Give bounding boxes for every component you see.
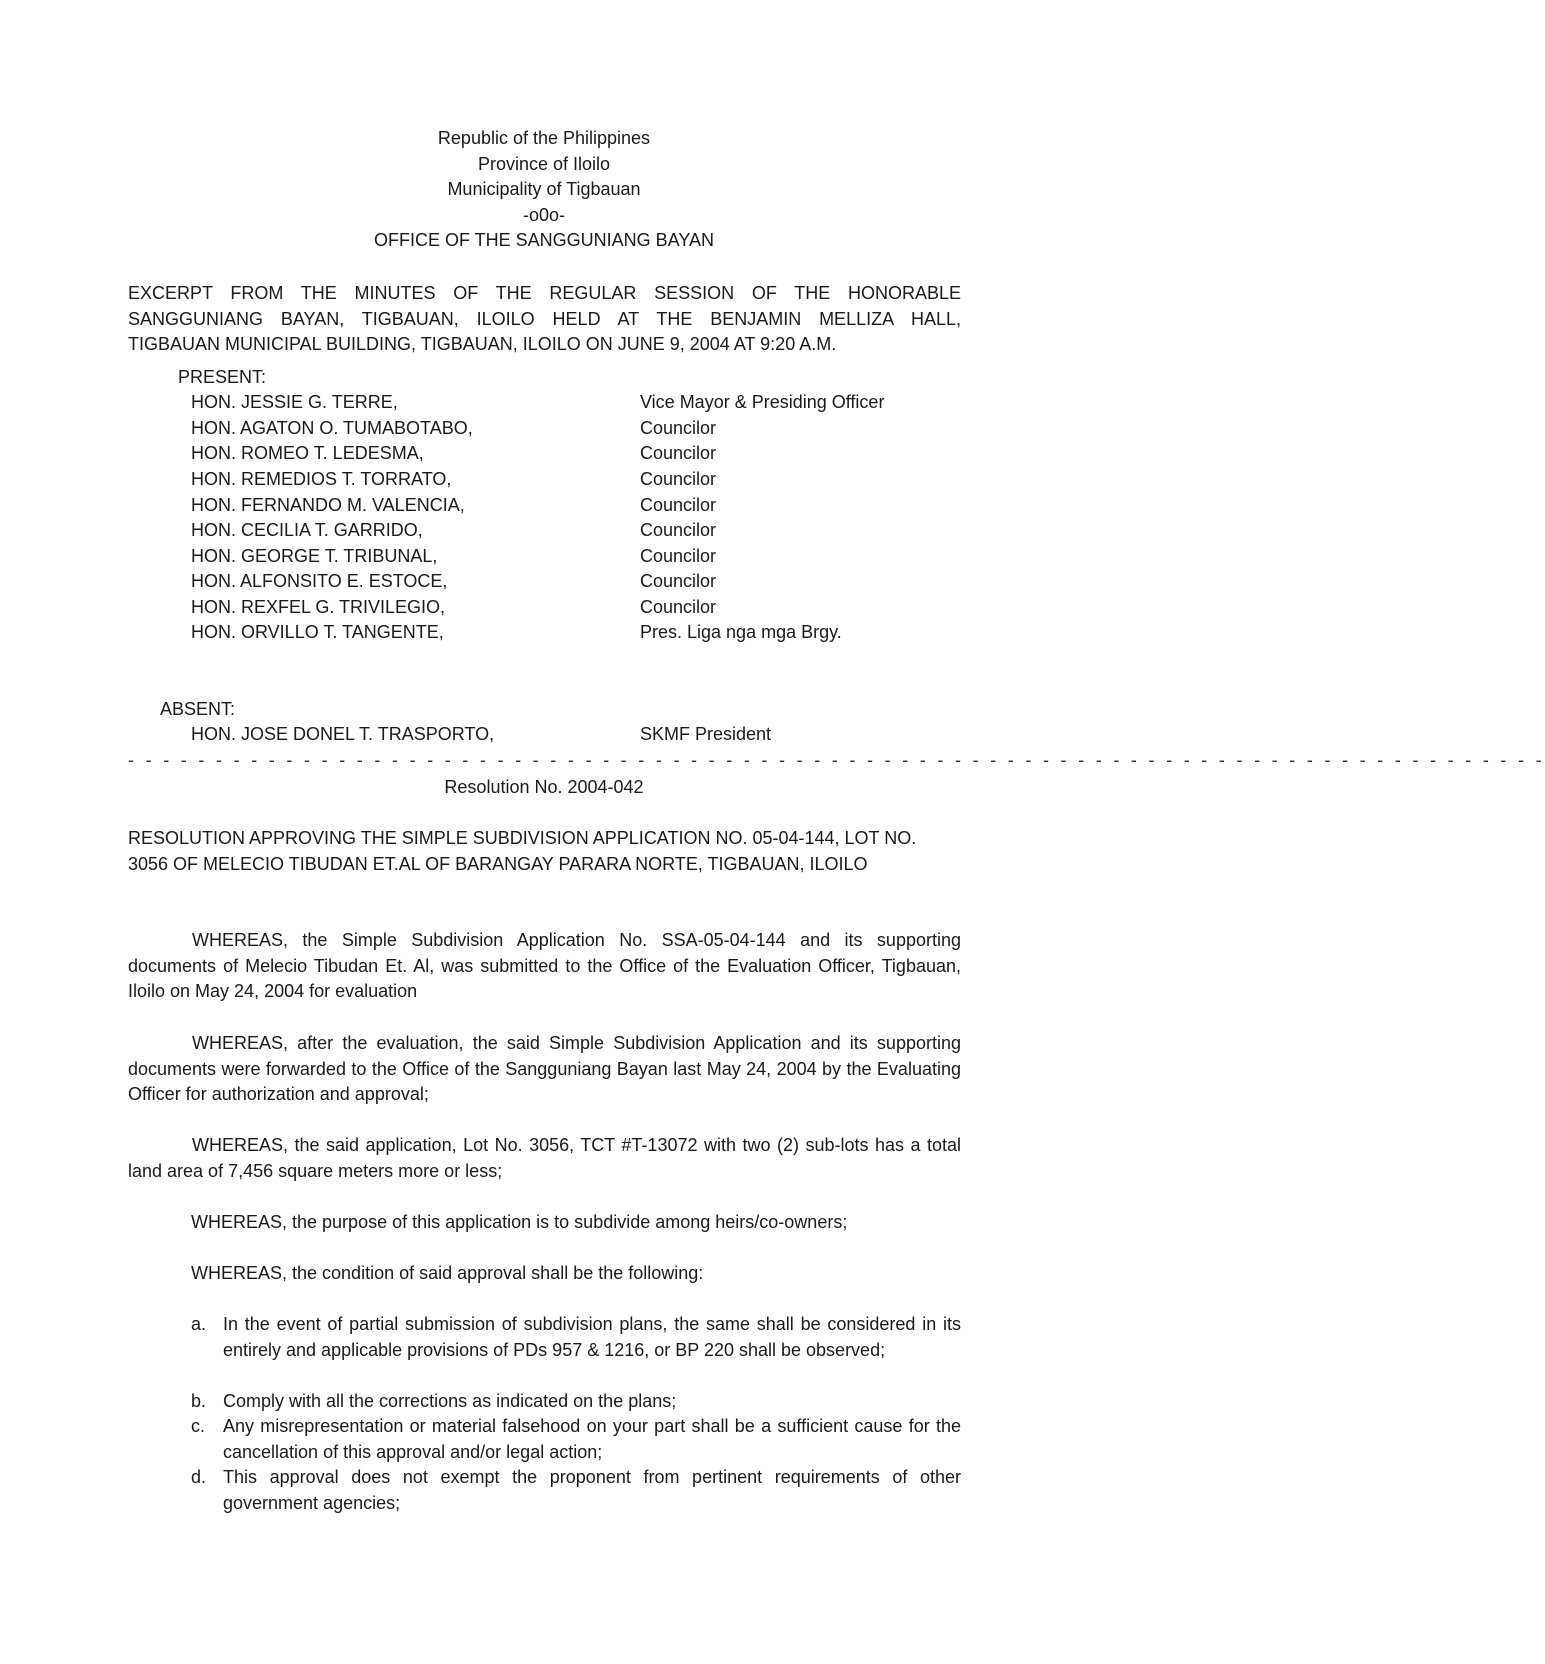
whereas-text: WHEREAS, the Simple Subdivision Application No. SSA-05-04-144 and its supporting documents of Melecio Tibudan Et. Al, was submitted to the Office of the Evaluation Officer, Tigbauan, Iloilo on May 24, 2004 for evaluation	[128, 930, 961, 1001]
absentee-name: HON. JOSE DONEL T. TRASPORTO,	[191, 724, 495, 744]
attendee-row	[191, 416, 961, 442]
condition-text: This approval does not exempt the proponent from pertinent requirements of other government agencies;	[223, 1467, 961, 1513]
attendee-name: HON. AGATON O. TUMABOTABO,	[191, 418, 473, 438]
absentee-position: SKMF President	[640, 724, 772, 744]
excerpt-heading	[128, 281, 961, 358]
condition-letter: d.	[191, 1467, 207, 1487]
attendee-name: HON. JESSIE G. TERRE,	[191, 392, 398, 412]
excerpt-line: EXCERPT FROM THE MINUTES OF THE REGULAR SESSION OF THE HONORABLE	[128, 283, 961, 303]
whereas-text: WHEREAS, the said application, Lot No. 3056, TCT #T-13072 with two (2) sub-lots has a total land area of 7,456 square meters more or less;	[128, 1135, 961, 1181]
present-label: PRESENT:	[178, 367, 267, 387]
attendee-name: HON. REXFEL G. TRIVILEGIO,	[191, 597, 446, 617]
dashed-separator: - - - - - - - - - - - - - - - - - - - - - - - - - - - - - - - - - - - - - - - - - - - - - - - - - - - - - - - - - - - - - - - - - - - - - - - - - - - - - - - - -	[128, 750, 1545, 770]
attendee-position: Councilor	[640, 443, 717, 463]
header-office: OFFICE OF THE SANGGUNIANG BAYAN	[373, 230, 715, 250]
condition-text: Comply with all the corrections as indicated on the plans;	[223, 1391, 677, 1411]
attendee-position: Vice Mayor & Presiding Officer	[640, 392, 885, 412]
attendee-position: Councilor	[640, 546, 717, 566]
attendee-row	[191, 595, 961, 621]
attendee-position: Councilor	[640, 469, 717, 489]
attendee-position: Councilor	[640, 418, 717, 438]
condition-text: Any misrepresentation or material falsehood on your part shall be a sufficient cause for the cancellation of this approval and/or legal action;	[223, 1416, 961, 1462]
header-province: Province of Iloilo	[477, 153, 611, 174]
attendee-name: HON. ALFONSITO E. ESTOCE,	[191, 571, 448, 591]
whereas-text: WHEREAS, after the evaluation, the said Simple Subdivision Application and its supporting documents were forwarded to the Office of the Sangguniang Bayan last May 24, 2004 by the Evaluating Officer for authorization and approval;	[128, 1033, 961, 1104]
whereas-paragraph	[128, 1031, 961, 1108]
absent-label: ABSENT:	[160, 699, 236, 719]
condition-item	[191, 1312, 961, 1363]
attendee-name: HON. ROMEO T. LEDESMA,	[191, 443, 424, 463]
attendee-row	[191, 467, 961, 493]
attendee-row	[191, 441, 961, 467]
header-ornament: -o0o-	[522, 204, 566, 225]
letterhead	[0, 126, 1088, 254]
whereas-paragraph: WHEREAS, the purpose of this application is to subdivide among heirs/co-owners;	[191, 1212, 848, 1232]
header-municipality: Municipality of Tigbauan	[447, 179, 641, 199]
header-republic: Republic of the Philippines	[437, 128, 651, 148]
excerpt-line: TIGBAUAN MUNICIPAL BUILDING, TIGBAUAN, ILOILO ON JUNE 9, 2004 AT 9:20 A.M.	[128, 334, 837, 354]
attendee-position: Councilor	[640, 495, 717, 515]
whereas-paragraph	[128, 928, 961, 1005]
excerpt-line: SANGGUNIANG BAYAN, TIGBAUAN, ILOILO HELD AT THE BENJAMIN MELLIZA HALL,	[128, 308, 961, 329]
attendee-name: HON. CECILIA T. GARRIDO,	[191, 520, 423, 540]
attendee-name: HON. ORVILLO T. TANGENTE,	[191, 622, 444, 642]
condition-item	[191, 1465, 961, 1516]
attendee-row	[191, 620, 961, 646]
attendee-position: Pres. Liga nga mga Brgy.	[640, 622, 842, 642]
whereas-paragraph	[128, 1133, 961, 1184]
attendee-row	[191, 390, 961, 416]
condition-letter: b.	[191, 1391, 207, 1411]
condition-letter: c.	[191, 1416, 206, 1436]
condition-text: In the event of partial submission of subdivision plans, the same shall be considered in its entirely and applicable provisions of PDs 957 & 1216, or BP 220 shall be observed;	[223, 1314, 961, 1360]
attendee-row	[191, 569, 961, 595]
attendee-row	[191, 544, 961, 570]
attendee-row	[191, 493, 961, 519]
resolution-title: RESOLUTION APPROVING THE SIMPLE SUBDIVISION APPLICATION NO. 05-04-144, LOT NO. 3056 OF MELECIO TIBUDAN ET.AL OF BARANGAY PARARA NORTE, TIGBAUAN, ILOILO	[128, 828, 917, 874]
attendee-position: Councilor	[640, 520, 717, 540]
condition-letter: a.	[191, 1314, 207, 1334]
condition-item	[191, 1389, 961, 1415]
whereas-paragraph: WHEREAS, the condition of said approval shall be the following:	[191, 1263, 704, 1283]
attendee-row	[191, 518, 961, 544]
attendee-name: HON. GEORGE T. TRIBUNAL,	[191, 546, 438, 566]
attendee-name: HON. REMEDIOS T. TORRATO,	[191, 469, 452, 489]
absentee-row	[191, 722, 961, 748]
attendee-position: Councilor	[640, 571, 717, 591]
attendee-position: Councilor	[640, 597, 717, 617]
condition-item	[191, 1414, 961, 1465]
attendee-name: HON. FERNANDO M. VALENCIA,	[191, 495, 465, 515]
resolution-number: Resolution No. 2004-042	[444, 777, 644, 797]
